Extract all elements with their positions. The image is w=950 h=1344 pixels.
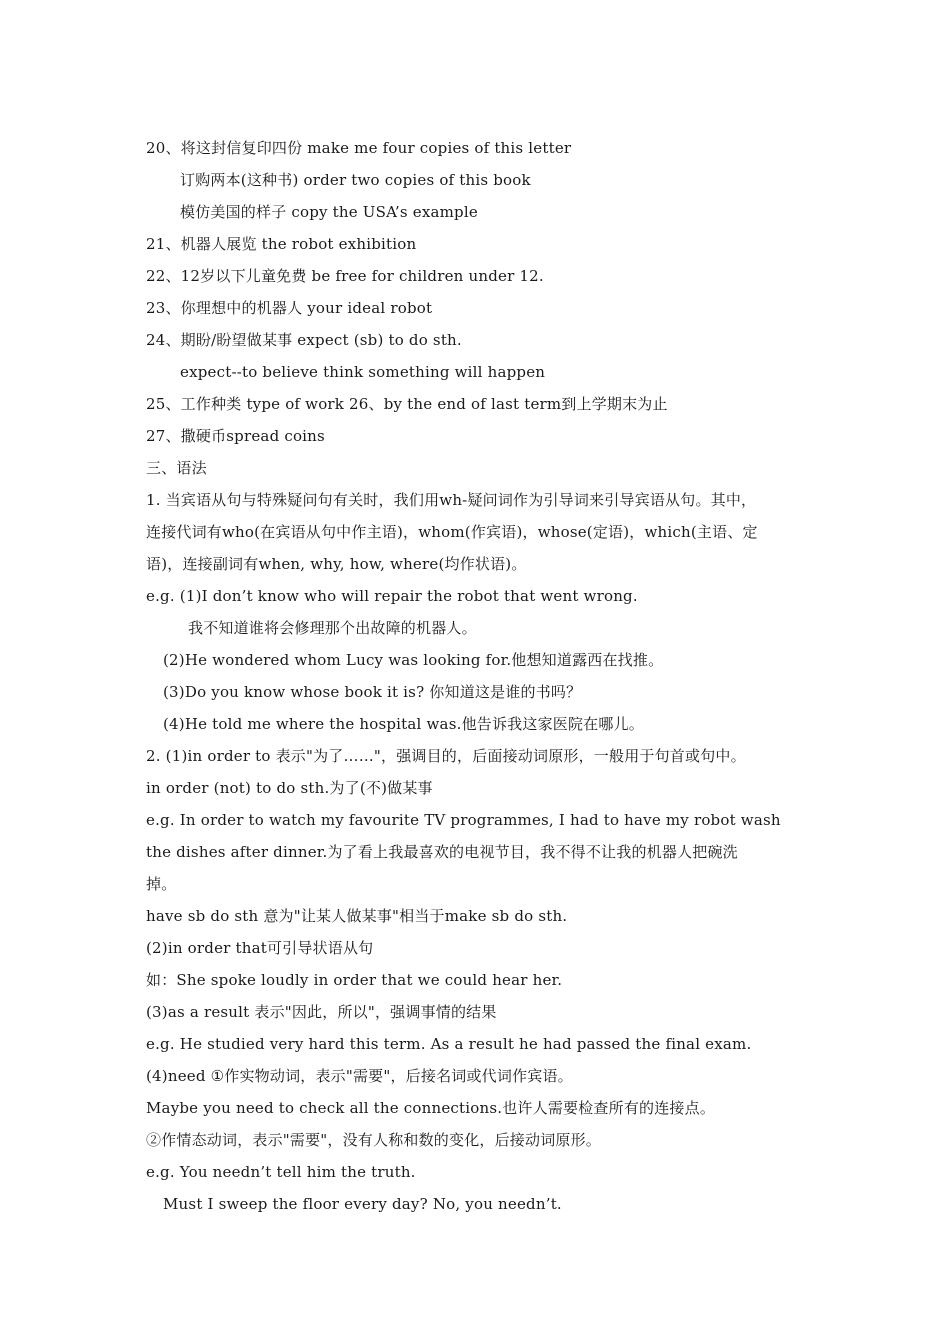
vocab-item-24-sub: expect--to believe think something will happen <box>180 363 546 381</box>
grammar-para-2-line-4: the dishes after dinner.为了看上我最喜欢的电视节目，我不得不让我的机器人把碗洗 <box>146 843 738 861</box>
vocab-item-23: 23、你理想中的机器人 your ideal robot <box>146 299 433 317</box>
section-heading-grammar: 三、语法 <box>146 459 207 477</box>
grammar-para-2-line-12: Maybe you need to check all the connections.也许人需要检查所有的连接点。 <box>146 1099 716 1117</box>
vocab-item-27: 27、撒硬币spread coins <box>146 427 325 445</box>
grammar-para-2-line-7: (2)in order that可引导状语从句 <box>146 939 374 957</box>
example-4: (4)He told me where the hospital was.他告诉我这家医院在哪儿。 <box>163 715 644 733</box>
vocab-item-24: 24、期盼/盼望做某事 expect (sb) to do sth. <box>146 331 462 349</box>
grammar-para-1-line-1: 1. 当宾语从句与特殊疑问句有关时，我们用wh-疑问词作为引导词来引导宾语从句。其中， <box>146 491 757 509</box>
grammar-para-2-line-10: e.g. He studied very hard this term. As a result he had passed the final exam. <box>146 1035 752 1053</box>
grammar-para-2-line-14: e.g. You needn’t tell him the truth. <box>146 1163 416 1181</box>
grammar-para-2-line-8: 如：She spoke loudly in order that we could hear her. <box>146 971 563 989</box>
example-2: (2)He wondered whom Lucy was looking for.他想知道露西在找推。 <box>163 651 664 669</box>
vocab-item-20: 20、将这封信复印四份 make me four copies of this letter <box>146 139 572 157</box>
grammar-para-1-line-3: 语)，连接副词有when, why, how, where(均作状语)。 <box>146 555 527 573</box>
example-3: (3)Do you know whose book it is? 你知道这是谁的书吗？ <box>163 683 582 701</box>
grammar-para-1-line-2: 连接代词有who(在宾语从句中作主语)，whom(作宾语)，whose(定语)，which(主语、定 <box>146 523 758 541</box>
grammar-para-2-line-5: 掉。 <box>146 875 177 893</box>
grammar-para-2-line-13: ②作情态动词，表示"需要"，没有人称和数的变化，后接动词原形。 <box>146 1131 602 1149</box>
grammar-para-2-line-15: Must I sweep the floor every day? No, you needn’t. <box>163 1195 562 1213</box>
vocab-item-22: 22、12岁以下儿童免费 be free for children under 12. <box>146 267 544 285</box>
grammar-para-2-line-11: (4)need ①作实物动词，表示"需要"，后接名词或代词作宾语。 <box>146 1067 573 1085</box>
grammar-para-2-line-3: e.g. In order to watch my favourite TV programmes, I had to have my robot wash <box>146 811 781 829</box>
grammar-para-2-line-6: have sb do sth 意为"让某人做某事"相当于make sb do sth. <box>146 907 568 925</box>
example-1-translation: 我不知道谁将会修理那个出故障的机器人。 <box>188 619 477 637</box>
grammar-para-2-line-9: (3)as a result 表示"因此，所以"，强调事情的结果 <box>146 1003 497 1021</box>
example-1: e.g. (1)I don’t know who will repair the robot that went wrong. <box>146 587 638 605</box>
vocab-item-20-sub-2: 模仿美国的样子 copy the USA’s example <box>180 203 478 221</box>
vocab-item-20-sub-1: 订购两本(这种书) order two copies of this book <box>180 171 531 189</box>
grammar-para-2-line-1: 2. (1)in order to 表示"为了……"，强调目的，后面接动词原形，一般用于句首或句中。 <box>146 747 746 765</box>
vocab-item-21: 21、机器人展览 the robot exhibition <box>146 235 417 253</box>
grammar-para-2-line-2: in order (not) to do sth.为了(不)做某事 <box>146 779 433 797</box>
vocab-item-25-26: 25、工作种类 type of work 26、by the end of last term到上学期末为止 <box>146 395 668 413</box>
